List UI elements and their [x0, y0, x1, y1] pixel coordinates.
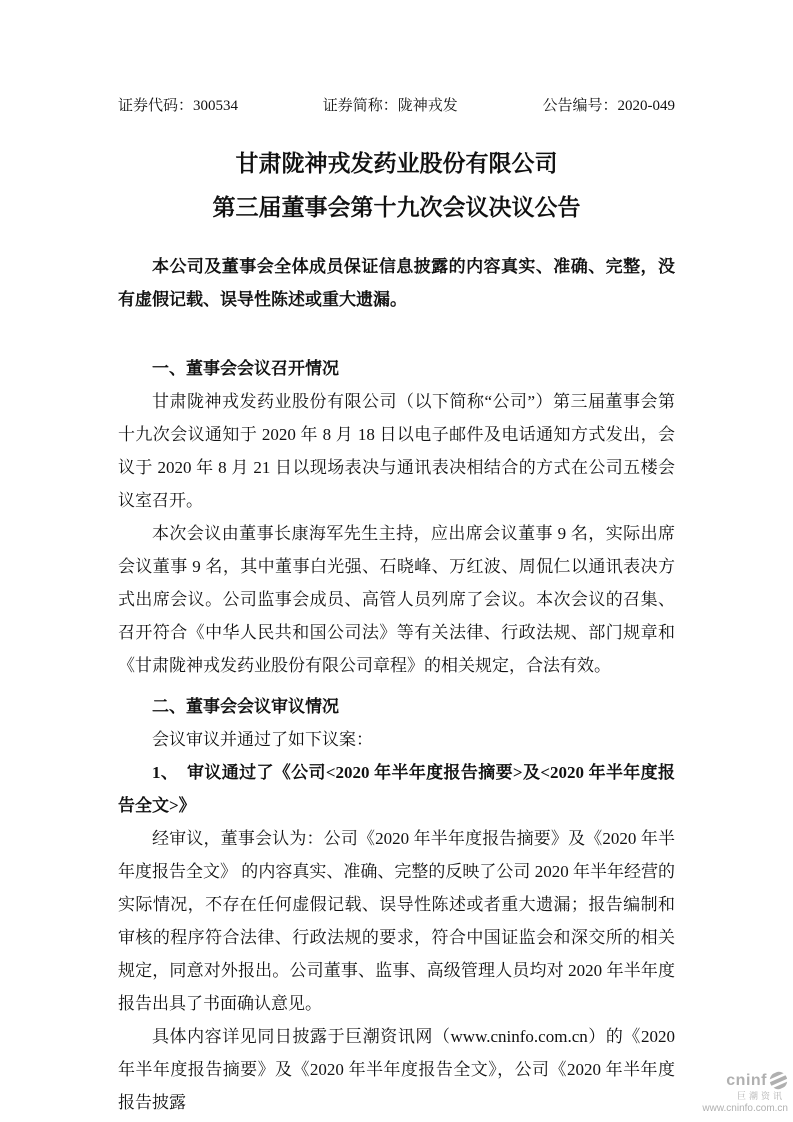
- stock-name: 证券简称：陇神戎发: [322, 98, 458, 114]
- section-1-paragraph-2: 本次会议由董事长康海军先生主持，应出席会议董事 9 名，实际出席会议董事 9 名，其中董事白光强、石晓峰、万红波、周侃仁以通讯表决方式出席会议。公司监事会成员、高管人员列席了会议。本次会议的召集、召开符合《中华人民共和国公司法》等有关法律、行政法规、部门规章和《甘肃陇神戎发药业股份有限公司章程》的相关规定，合法有效。: [118, 524, 675, 675]
- section-2-heading: 二、董事会会议审议情况: [152, 697, 339, 716]
- cninfo-chinese-name: 巨潮资讯: [736, 1091, 785, 1101]
- disclosure-notice: 本公司及董事会全体成员保证信息披露的内容真实、准确、完整，没有虚假记载、误导性陈述或重大遗漏。: [118, 257, 675, 309]
- doc-title: [118, 142, 675, 230]
- announcement-number: 公告编号：2020-049: [542, 98, 675, 114]
- cninfo-watermark: [702, 1071, 788, 1114]
- section-2-intro: 会议审议并通过了如下议案：: [152, 730, 373, 749]
- announcement-title: 第三届董事会第十九次会议决议公告: [212, 195, 581, 220]
- doc-header: [118, 96, 675, 116]
- resolution-item-1-paragraph-1: 经审议，董事会认为：公司《2020 年半年度报告摘要》及《2020 年半年度报告全文》 的内容真实、准确、完整的反映了公司 2020 年半年经营的实际情况，不存在任何虚假记载、误导性陈述或者重大遗漏；报告编制和审核的程序符合法律、行政法规的要求，符合中国证监会和深交所的相关规定，同意对外报出。公司董事、监事、高级管理人员均对 2020 年半年度报告出具了书面确认意见。: [118, 829, 675, 1013]
- resolution-item-1-paragraph-2: 具体内容详见同日披露于巨潮资讯网（www.cninfo.com.cn）的《2020 年半年度报告摘要》及《2020 年半年度报告全文》，公司《2020 年半年度报告披露: [118, 1027, 675, 1112]
- company-name-title: 甘肃陇神戎发药业股份有限公司: [235, 151, 558, 176]
- cninfo-wordmark: cninf: [726, 1071, 767, 1089]
- resolution-item-1-heading: 1、 审议通过了《公司<2020 年半年度报告摘要>及<2020 年半年度报告全文>》: [118, 763, 675, 815]
- cninfo-swirl-icon: [769, 1071, 788, 1090]
- cninfo-url: www.cninfo.com.cn: [702, 1103, 788, 1114]
- stock-code: 证券代码：300534: [118, 98, 239, 114]
- document-content: [118, 96, 675, 1119]
- section-1-paragraph-1: 甘肃陇神戎发药业股份有限公司（以下简称“公司”）第三届董事会第十九次会议通知于 2020 年 8 月 18 日以电子邮件及电话通知方式发出，会议于 2020 年 8 月 21 日以现场表决与通讯表决相结合的方式在公司五楼会议室召开。: [118, 392, 675, 510]
- section-1-heading: 一、董事会会议召开情况: [152, 359, 339, 378]
